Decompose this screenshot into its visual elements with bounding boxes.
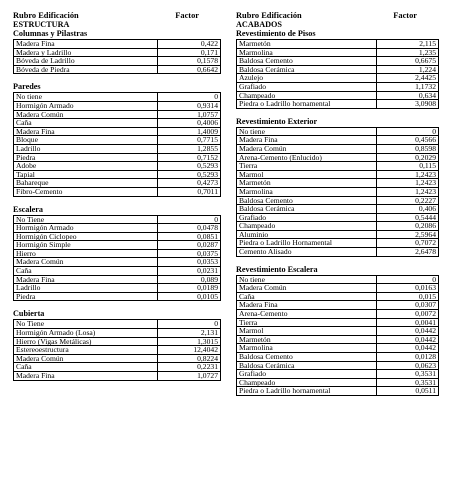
section-title: Revestimiento Escalera bbox=[236, 264, 318, 274]
table-row bbox=[14, 284, 221, 293]
factor-value: 0,0623 bbox=[377, 361, 439, 370]
factor-value: 0,7072 bbox=[377, 239, 439, 248]
factor-table bbox=[13, 215, 221, 302]
table-row bbox=[237, 82, 439, 91]
factor-value: 1,235 bbox=[377, 48, 439, 57]
factor-value: 0,0851 bbox=[158, 232, 221, 241]
material-name: Madera Fina bbox=[14, 127, 158, 136]
table-row bbox=[237, 179, 439, 188]
table-row bbox=[14, 162, 221, 171]
table-row bbox=[237, 205, 439, 214]
factor-value: 2,5964 bbox=[377, 230, 439, 239]
factor-value: 0 bbox=[377, 275, 439, 284]
factor-value: 0,4273 bbox=[158, 179, 221, 188]
table-row bbox=[237, 248, 439, 257]
factor-value: 0,0511 bbox=[377, 387, 439, 396]
factor-value: 2,131 bbox=[158, 329, 221, 338]
section-spacer bbox=[13, 74, 221, 82]
factor-value: 0 bbox=[158, 215, 221, 224]
material-name: Champeado bbox=[237, 222, 377, 231]
factor-value: 0,3531 bbox=[377, 370, 439, 379]
material-name: Madera y Ladrillo bbox=[14, 48, 158, 57]
table-row bbox=[237, 144, 439, 153]
table-row bbox=[14, 275, 221, 284]
factor-value: 0,0442 bbox=[377, 344, 439, 353]
factor-value: 0,0442 bbox=[377, 335, 439, 344]
material-name: Bloque bbox=[14, 136, 158, 145]
table-row bbox=[14, 153, 221, 162]
table-row bbox=[237, 40, 439, 49]
table-row bbox=[14, 119, 221, 128]
material-name: Bahareque bbox=[14, 179, 158, 188]
factor-table bbox=[236, 275, 439, 396]
table-row bbox=[237, 127, 439, 136]
factor-value: 1,224 bbox=[377, 65, 439, 74]
factor-value: 0,0041 bbox=[377, 318, 439, 327]
material-name: Marmol bbox=[237, 327, 377, 336]
table-row bbox=[14, 187, 221, 196]
material-name: Piedra o Ladrillo Hornamental bbox=[237, 239, 377, 248]
factor-value: 0,2029 bbox=[377, 153, 439, 162]
factor-value: 0,0353 bbox=[158, 258, 221, 267]
material-name: Baldosa Cemento bbox=[237, 196, 377, 205]
factor-table bbox=[236, 127, 439, 257]
material-name: Tierra bbox=[237, 318, 377, 327]
material-name: Marmetón bbox=[237, 335, 377, 344]
table-row bbox=[14, 65, 221, 74]
table-row bbox=[14, 258, 221, 267]
material-name: Adobe bbox=[14, 162, 158, 171]
material-name: Hormigón Armado bbox=[14, 224, 158, 233]
material-name: Hierro (Vigas Metálicas) bbox=[14, 337, 158, 346]
material-name: Tierra bbox=[237, 162, 377, 171]
factor-value: 0,015 bbox=[377, 292, 439, 301]
factor-value: 0,7715 bbox=[158, 136, 221, 145]
table-row bbox=[237, 344, 439, 353]
table-row bbox=[14, 48, 221, 57]
factor-value: 0,6675 bbox=[377, 57, 439, 66]
table-row bbox=[237, 100, 439, 109]
factor-table bbox=[13, 39, 221, 74]
material-name: Hormigón Armado bbox=[14, 101, 158, 110]
header-title: Rubro Edificación bbox=[236, 11, 302, 20]
factor-value: 0,6642 bbox=[158, 65, 221, 74]
material-name: Caña bbox=[237, 292, 377, 301]
material-name: Ladrillo bbox=[14, 144, 158, 153]
material-name: Tapial bbox=[14, 170, 158, 179]
factor-value: 0,171 bbox=[158, 48, 221, 57]
table-row bbox=[14, 372, 221, 381]
section-title: Revestimiento de Pisos bbox=[236, 29, 316, 38]
material-name: Marmetón bbox=[237, 179, 377, 188]
factor-value: 0,5444 bbox=[377, 213, 439, 222]
table-row bbox=[14, 224, 221, 233]
table-row bbox=[237, 335, 439, 344]
factor-value: 0,8598 bbox=[377, 144, 439, 153]
table-row bbox=[237, 387, 439, 396]
material-name: Arena-Cemento bbox=[237, 310, 377, 319]
table-row bbox=[237, 170, 439, 179]
table-row bbox=[237, 213, 439, 222]
table-row bbox=[237, 239, 439, 248]
material-name: Cemento Alisado bbox=[237, 248, 377, 257]
table-row bbox=[14, 40, 221, 49]
material-name: Fibro-Cemento bbox=[14, 187, 158, 196]
material-name: Piedra bbox=[14, 292, 158, 301]
material-name: Hormigón Armado (Losa) bbox=[14, 329, 158, 338]
material-name: Piedra o Ladrillo hornamental bbox=[237, 387, 377, 396]
factor-value: 0,406 bbox=[377, 205, 439, 214]
table-row bbox=[237, 327, 439, 336]
factor-value: 0,2086 bbox=[377, 222, 439, 231]
material-name: Marmetón bbox=[237, 40, 377, 49]
factor-value: 0,0163 bbox=[377, 284, 439, 293]
table-row bbox=[14, 249, 221, 258]
section-title: Revestimiento Exterior bbox=[236, 116, 318, 126]
material-name: Marmolina bbox=[237, 48, 377, 57]
right-column bbox=[236, 12, 439, 396]
table-row bbox=[14, 241, 221, 250]
material-name: Ladrillo bbox=[14, 284, 158, 293]
section-spacer bbox=[13, 301, 221, 309]
factor-value: 0 bbox=[158, 93, 221, 102]
material-name: Madera Común bbox=[14, 110, 158, 119]
table-row bbox=[237, 353, 439, 362]
material-name: Bóveda de Ladrillo bbox=[14, 57, 158, 66]
material-name: No tiene bbox=[14, 93, 158, 102]
table-row bbox=[237, 153, 439, 162]
table-row bbox=[237, 187, 439, 196]
factor-value: 2,4425 bbox=[377, 74, 439, 83]
group-title: ACABADOS bbox=[236, 19, 282, 29]
material-name: Piedra o Ladrillo hornamental bbox=[237, 100, 377, 109]
table-row bbox=[237, 136, 439, 145]
table-row bbox=[14, 320, 221, 329]
table-row bbox=[14, 215, 221, 224]
table-row bbox=[14, 127, 221, 136]
factor-value: 1,4009 bbox=[158, 127, 221, 136]
factor-value: 2,6478 bbox=[377, 248, 439, 257]
material-name: Marmol bbox=[237, 170, 377, 179]
header-factor: Factor bbox=[393, 11, 417, 20]
material-name: Madera Fina bbox=[14, 40, 158, 49]
table-row bbox=[14, 337, 221, 346]
factor-value: 0,0442 bbox=[377, 327, 439, 336]
table-row bbox=[14, 101, 221, 110]
material-name: Baldosa Cemento bbox=[237, 353, 377, 362]
material-name: Madera Común bbox=[14, 258, 158, 267]
table-row bbox=[237, 196, 439, 205]
section-spacer bbox=[13, 197, 221, 205]
table-row bbox=[237, 57, 439, 66]
table-row bbox=[237, 301, 439, 310]
material-name: Caña bbox=[14, 119, 158, 128]
material-name: Azulejo bbox=[237, 74, 377, 83]
table-row bbox=[14, 354, 221, 363]
factor-value: 1,2423 bbox=[377, 170, 439, 179]
table-row bbox=[14, 57, 221, 66]
factor-value: 1,0727 bbox=[158, 372, 221, 381]
table-row bbox=[14, 232, 221, 241]
material-name: Grafiado bbox=[237, 370, 377, 379]
group-title: ESTRUCTURA bbox=[13, 19, 70, 29]
factor-value: 0,0478 bbox=[158, 224, 221, 233]
material-name: Caña bbox=[14, 267, 158, 276]
table-row bbox=[237, 48, 439, 57]
factor-value: 0,0231 bbox=[158, 267, 221, 276]
table-row bbox=[237, 74, 439, 83]
factor-value: 0,5293 bbox=[158, 162, 221, 171]
left-column bbox=[13, 12, 221, 381]
material-name: Champeado bbox=[237, 378, 377, 387]
factor-value: 12,4042 bbox=[158, 346, 221, 355]
table-row bbox=[237, 361, 439, 370]
material-name: Madera Fina bbox=[14, 372, 158, 381]
factor-value: 1,2855 bbox=[158, 144, 221, 153]
material-name: Madera Fina bbox=[237, 136, 377, 145]
factor-value: 0,7011 bbox=[158, 187, 221, 196]
table-row bbox=[14, 144, 221, 153]
header-factor: Factor bbox=[175, 11, 199, 20]
table-row bbox=[237, 91, 439, 100]
table-row bbox=[14, 93, 221, 102]
table-row bbox=[237, 230, 439, 239]
material-name: Caña bbox=[14, 363, 158, 372]
table-row bbox=[237, 318, 439, 327]
table-row bbox=[237, 162, 439, 171]
material-name: Baldosa Cerámica bbox=[237, 205, 377, 214]
factor-value: 0,4006 bbox=[158, 119, 221, 128]
factor-value: 1,2423 bbox=[377, 187, 439, 196]
section-spacer bbox=[236, 257, 439, 265]
material-name: Marmolina bbox=[237, 187, 377, 196]
factor-value: 0,9314 bbox=[158, 101, 221, 110]
factor-value: 0,634 bbox=[377, 91, 439, 100]
factor-value: 0,3531 bbox=[377, 378, 439, 387]
material-name: Aluminio bbox=[237, 230, 377, 239]
section-title: Cubierta bbox=[13, 309, 45, 319]
table-row bbox=[237, 284, 439, 293]
material-name: Baldosa Cerámica bbox=[237, 65, 377, 74]
header-title: Rubro Edificación bbox=[13, 11, 79, 20]
table-row bbox=[237, 275, 439, 284]
factor-value: 0,0072 bbox=[377, 310, 439, 319]
table-row bbox=[237, 65, 439, 74]
factor-value: 0,0307 bbox=[377, 301, 439, 310]
table-row bbox=[237, 222, 439, 231]
table-row bbox=[14, 110, 221, 119]
factor-value: 0,7152 bbox=[158, 153, 221, 162]
material-name: No tiene bbox=[237, 275, 377, 284]
section-title: Columnas y Pilastras bbox=[13, 29, 88, 38]
factor-value: 0,2231 bbox=[158, 363, 221, 372]
factor-value: 0,8224 bbox=[158, 354, 221, 363]
factor-value: 3,0908 bbox=[377, 100, 439, 109]
factor-table bbox=[13, 319, 221, 380]
factor-value: 0 bbox=[377, 127, 439, 136]
material-name: Baldosa Cemento bbox=[237, 57, 377, 66]
material-name: Madera Común bbox=[14, 354, 158, 363]
table-row bbox=[14, 329, 221, 338]
factor-value: 0,422 bbox=[158, 40, 221, 49]
section-title: Escalera bbox=[13, 204, 44, 214]
material-name: Madera Común bbox=[237, 144, 377, 153]
factor-value: 0,089 bbox=[158, 275, 221, 284]
table-row bbox=[237, 310, 439, 319]
material-name: No tiene bbox=[237, 127, 377, 136]
material-name: No Tiene bbox=[14, 320, 158, 329]
factor-value: 0,4566 bbox=[377, 136, 439, 145]
material-name: Piedra bbox=[14, 153, 158, 162]
factor-table bbox=[13, 92, 221, 196]
table-row bbox=[14, 136, 221, 145]
material-name: Arena-Cemento (Enlucido) bbox=[237, 153, 377, 162]
table-row bbox=[14, 170, 221, 179]
table-row bbox=[14, 179, 221, 188]
table-row bbox=[237, 292, 439, 301]
factor-value: 0,0128 bbox=[377, 353, 439, 362]
factor-value: 0,115 bbox=[377, 162, 439, 171]
table-row bbox=[14, 292, 221, 301]
section-title: Paredes bbox=[13, 82, 41, 92]
material-name: Estereoestructura bbox=[14, 346, 158, 355]
material-name: Hormigón Ciclopeo bbox=[14, 232, 158, 241]
material-name: Grafiado bbox=[237, 82, 377, 91]
material-name: Baldosa Cerámica bbox=[237, 361, 377, 370]
factor-value: 0,1578 bbox=[158, 57, 221, 66]
factor-value: 0,2227 bbox=[377, 196, 439, 205]
material-name: Hierro bbox=[14, 249, 158, 258]
material-name: Champeado bbox=[237, 91, 377, 100]
factor-value: 0,0287 bbox=[158, 241, 221, 250]
table-row bbox=[237, 370, 439, 379]
factor-value: 0,5293 bbox=[158, 170, 221, 179]
factor-value: 0 bbox=[158, 320, 221, 329]
factor-value: 0,0189 bbox=[158, 284, 221, 293]
factor-value: 2,115 bbox=[377, 40, 439, 49]
factor-value: 1,0757 bbox=[158, 110, 221, 119]
factor-value: 0,0375 bbox=[158, 249, 221, 258]
factor-table bbox=[236, 39, 439, 109]
material-name: No Tiene bbox=[14, 215, 158, 224]
table-row bbox=[14, 363, 221, 372]
material-name: Madera Fina bbox=[237, 301, 377, 310]
factor-value: 1,3015 bbox=[158, 337, 221, 346]
table-row bbox=[14, 346, 221, 355]
material-name: Madera Común bbox=[237, 284, 377, 293]
material-name: Madera Fina bbox=[14, 275, 158, 284]
material-name: Marmolina bbox=[237, 344, 377, 353]
table-row bbox=[14, 267, 221, 276]
material-name: Hormigón Simple bbox=[14, 241, 158, 250]
factor-value: 1,2423 bbox=[377, 179, 439, 188]
material-name: Bóveda de Piedra bbox=[14, 65, 158, 74]
factor-value: 0,0105 bbox=[158, 292, 221, 301]
table-row bbox=[237, 378, 439, 387]
factor-value: 1,1732 bbox=[377, 82, 439, 91]
material-name: Grafiado bbox=[237, 213, 377, 222]
section-spacer bbox=[236, 109, 439, 117]
